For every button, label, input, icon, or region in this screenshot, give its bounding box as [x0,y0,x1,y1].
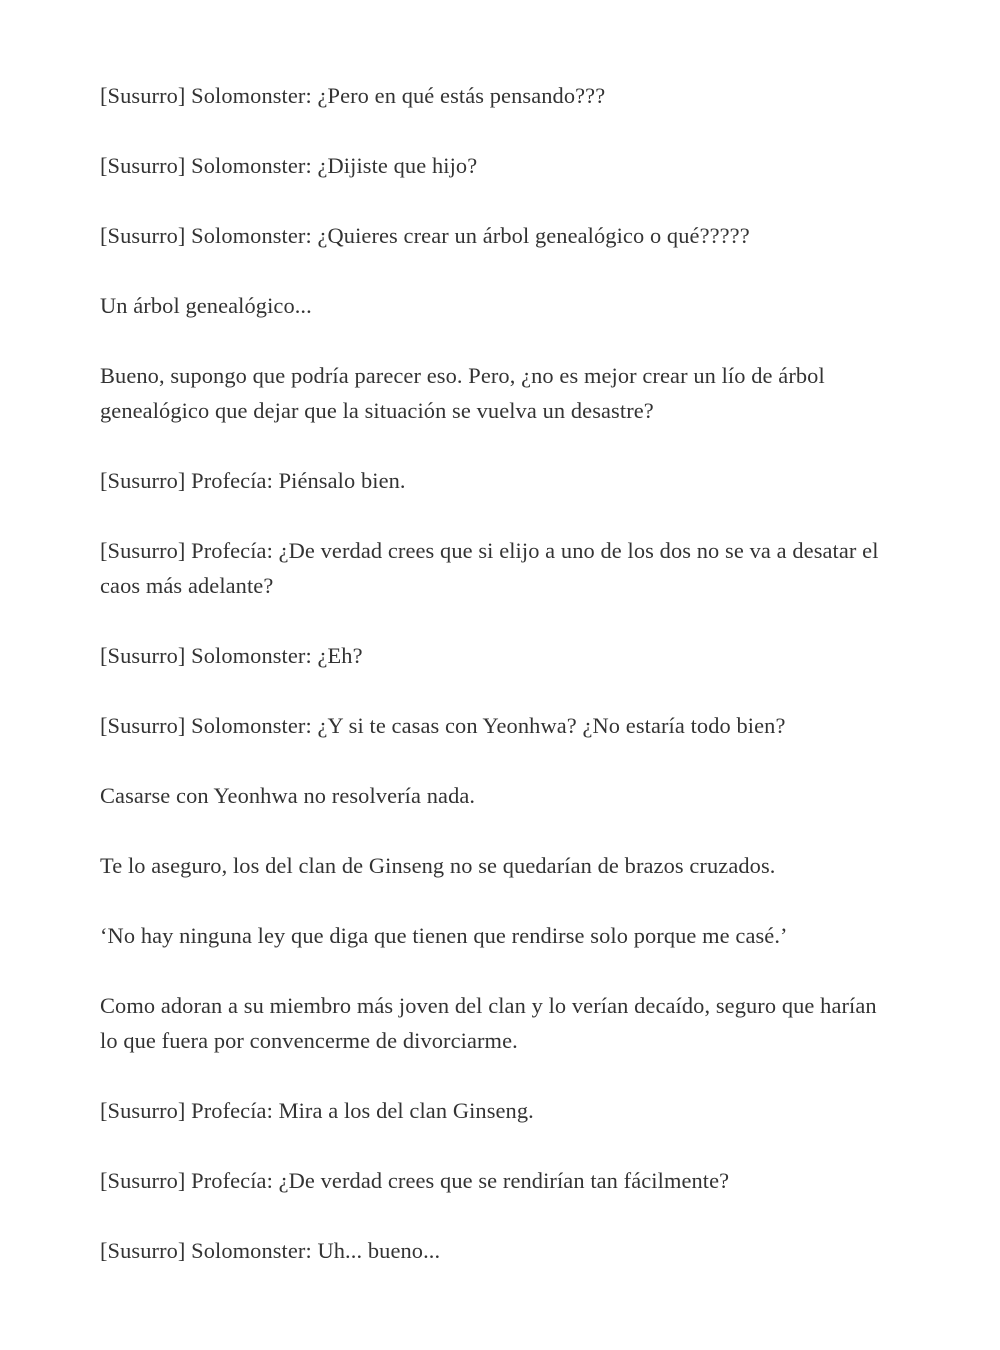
paragraph-5: Bueno, supongo que podría parecer eso. Pero, ¿no es mejor crear un lío de árbol genealógico que dejar que la situación se vuelva un desastre? [100,363,825,423]
paragraph-3: [Susurro] Solomonster: ¿Quieres crear un árbol genealógico o qué????? [100,223,750,248]
paragraph-7: [Susurro] Profecía: ¿De verdad crees que si elijo a uno de los dos no se va a desatar el caos más adelante? [100,538,879,598]
paragraph-2: [Susurro] Solomonster: ¿Dijiste que hijo? [100,153,478,178]
paragraph-16: [Susurro] Solomonster: Uh... bueno... [100,1238,441,1263]
paragraph-14: [Susurro] Profecía: Mira a los del clan Ginseng. [100,1098,534,1123]
paragraph-9: [Susurro] Solomonster: ¿Y si te casas con Yeonhwa? ¿No estaría todo bien? [100,713,786,738]
paragraph-13: Como adoran a su miembro más joven del clan y lo verían decaído, seguro que harían lo que fuera por convencerme de divorciarme. [100,993,877,1053]
paragraph-4: Un árbol genealógico... [100,293,312,318]
paragraph-6: [Susurro] Profecía: Piénsalo bien. [100,468,406,493]
paragraph-1: [Susurro] Solomonster: ¿Pero en qué estás pensando??? [100,83,606,108]
paragraph-8: [Susurro] Solomonster: ¿Eh? [100,643,363,668]
paragraph-10: Casarse con Yeonhwa no resolvería nada. [100,783,476,808]
paragraph-11: Te lo aseguro, los del clan de Ginseng no se quedarían de brazos cruzados. [100,853,776,878]
paragraph-15: [Susurro] Profecía: ¿De verdad crees que se rendirían tan fácilmente? [100,1168,730,1193]
paragraph-12: ‘No hay ninguna ley que diga que tienen que rendirse solo porque me casé.’ [100,923,788,948]
